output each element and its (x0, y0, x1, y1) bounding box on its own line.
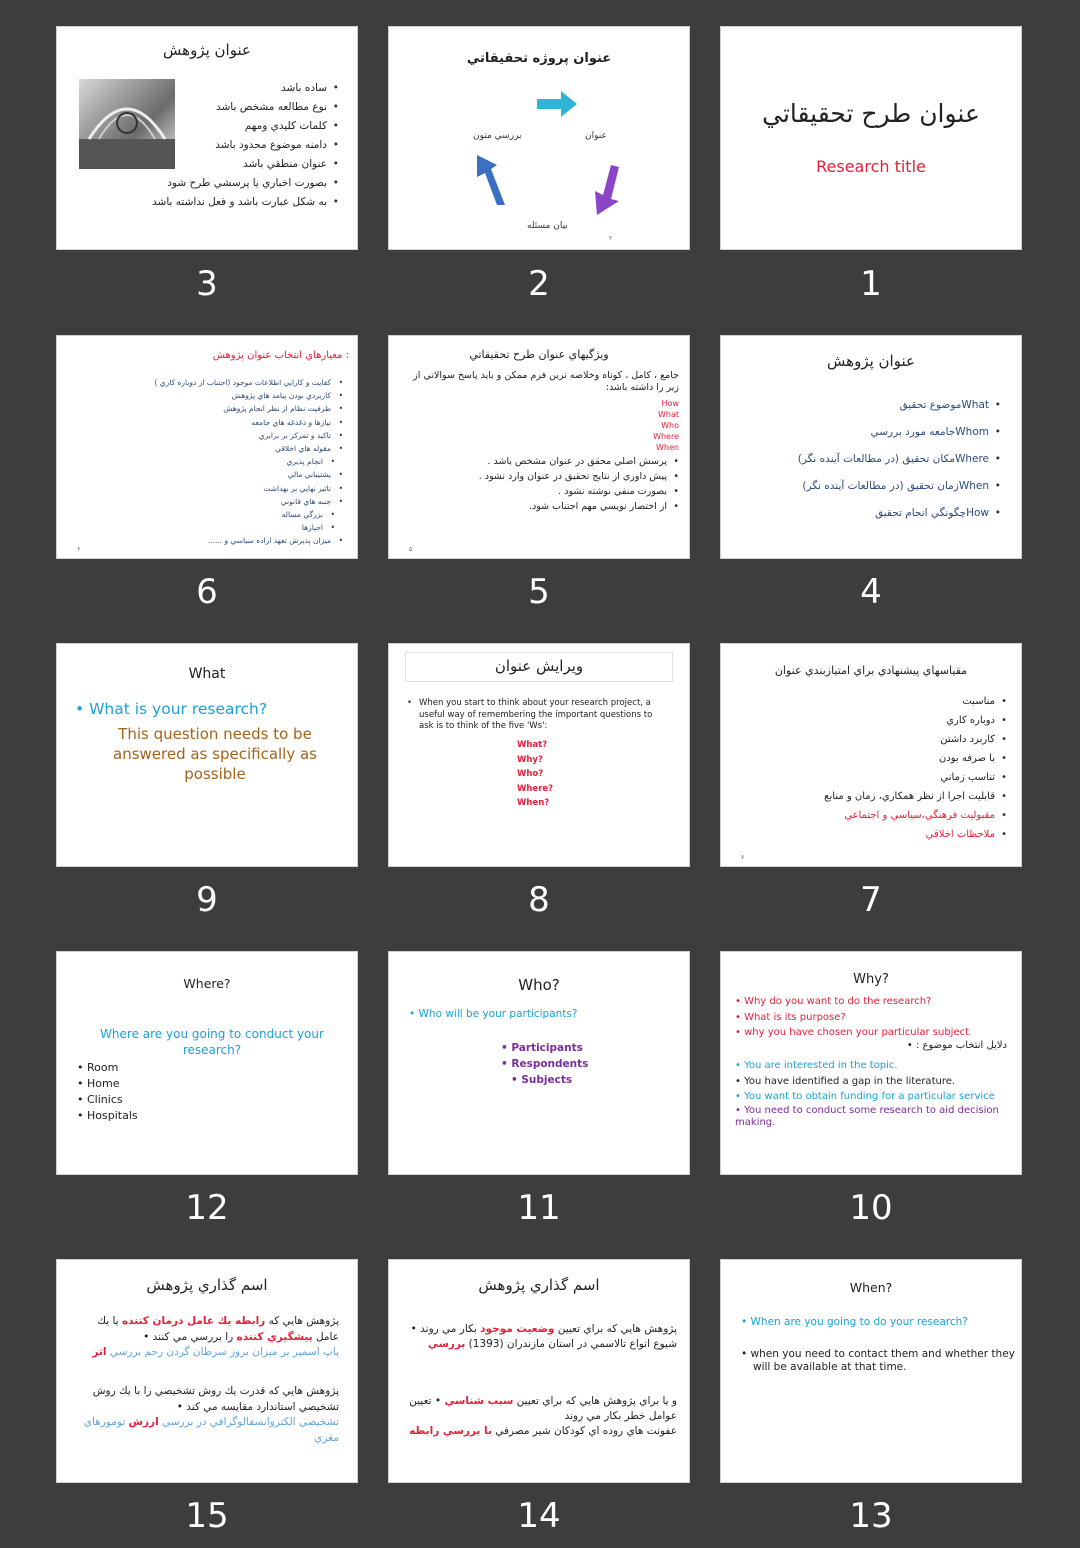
slide-title: عنوان طرح تحقيقاتي (762, 99, 980, 128)
reasons-label: دلايل انتخاب موضوع : • (906, 1040, 1007, 1051)
text-run: بكار مي روند (420, 1323, 481, 1335)
slide-thumbnail-14[interactable] (388, 1259, 690, 1483)
slide-title: Where? (183, 976, 231, 991)
text-run-example: تشخيصي الكتروانسفالوگرافي در بررسي (158, 1416, 339, 1428)
question-text: • When are you going to do your research? (741, 1316, 968, 1328)
list-item: • Whomجامعه مورد بررسي (761, 419, 1001, 446)
page-number: ۵ (409, 546, 413, 553)
list-item: • بصورت اخباري يا پرسشي طرح شود (79, 174, 339, 193)
text-run-example: تومورهاي مغزي (83, 1416, 339, 1444)
slide-thumbnail-9[interactable] (56, 643, 358, 867)
question-list (735, 994, 1005, 1041)
slide-number: 15 (185, 1496, 229, 1536)
list-item: • كلمات كليدي ومهم (139, 117, 339, 136)
list-item: • You are interested in the topic. (735, 1060, 898, 1071)
paragraph-2: و يا براي پژوهش هايي كه براي تعيين سبب شناسي • تعيين عوامل خطر بكار مي روند عفونت هاي روده اي كودكان شير مصرفي با بررسي رابطه (409, 1395, 677, 1437)
list-item: Why? (517, 754, 543, 765)
slide-number: 11 (517, 1188, 561, 1228)
slide-number: 12 (185, 1188, 229, 1228)
text-run-example: پاپ اسمير بر ميزان بروز سرطان گردن رحم بررسي (106, 1346, 339, 1358)
slide-title: اسم گذاري پژوهش (478, 1276, 600, 1294)
list-item: • جنبه هاي قانوني (73, 495, 343, 508)
list-item: When (656, 443, 679, 452)
list-item-label: You are interested in the topic. (744, 1060, 898, 1071)
list-item-label: Participants (511, 1042, 583, 1054)
bullet-list (77, 1060, 197, 1124)
list-item: • پيش داوري از نتايج تحقيق در عنوان وارد نشود . (409, 469, 679, 484)
page-number: ۷ (741, 854, 745, 861)
arrow-down-left-icon (589, 165, 621, 219)
page-number: ۲ (609, 235, 613, 242)
slide-subtitle: Research title (816, 157, 926, 176)
list-item-label: You have identified a gap in the literature. (744, 1075, 956, 1087)
paragraph-1: پژوهش هايي كه رابطه يك عامل درمان كننده يا يك عامل پيشگيري كننده را بررسي مي كنند • پاپ اسمير بر ميزان بروز سرطان گردن رحم بررسي اثر (92, 1315, 339, 1358)
list-item: Where (653, 432, 679, 441)
slide-title: ويژگيهاي عنوان طرح تحقيقاتي (469, 348, 609, 361)
list-item: • تاثير نهايي بر بهداشت (73, 482, 343, 495)
slide-title: : معيارهاي انتخاب عنوان پژوهش (212, 350, 349, 361)
list-item-label: Clinics (87, 1093, 123, 1106)
list-item: • دامنه موضوع محدود باشد (139, 136, 339, 155)
slide-number: 13 (849, 1496, 893, 1536)
question-label: When are you going to do your research? (750, 1316, 968, 1328)
list-item-label: You need to conduct some research to aid decision making. (735, 1104, 999, 1128)
slide-thumbnail-11[interactable] (388, 951, 690, 1175)
slide-thumbnail-3[interactable] (56, 26, 358, 250)
list-item: • Clinics (77, 1093, 123, 1106)
list-item: • از اختصار نويسي مهم اجتناب شود. (409, 499, 679, 514)
slide-number: 8 (528, 880, 550, 920)
text-run-highlight: رابطه يك عامل درمان كننده (121, 1315, 266, 1327)
text-run: پژوهش هايي كه قدرت يك روش تشخيصي را با يك روش تشخيصي استاندارد مقايسه مي كند (92, 1385, 339, 1413)
text-run-highlight: وضعيت موجود (480, 1323, 555, 1335)
list-item: • نوع مطالعه مشخص باشد (139, 98, 339, 117)
list-item: • پشتيباني مالي (73, 468, 343, 481)
text-run-highlight: پيشگيري كننده (236, 1330, 313, 1343)
list-item-label: Subjects (521, 1074, 573, 1086)
list-item: • نيازها و دغدغه هاي جامعه (73, 416, 343, 429)
intro-text: جامع ، كامل ، كوتاه وخلاصه ترين فرم ممكن و بايد پاسخ سوالاتي از زير را داشته باشد: (413, 370, 679, 393)
slide-title: عنوان پژوهش (163, 41, 251, 59)
question-label: What is your research? (89, 700, 268, 718)
bullet-list (747, 692, 1007, 806)
list-item: • تاكيد و تمركز بر برابري (73, 429, 343, 442)
text-run-highlight: اثر (92, 1346, 107, 1358)
bullet-list (139, 79, 339, 174)
list-item: • Whenزمان تحقيق (در مطالعات آينده نگر) (761, 473, 1001, 500)
slide-thumbnail-4[interactable] (720, 335, 1022, 559)
arrow-right-icon (537, 91, 577, 121)
list-item: • مقوله هاي اخلاقي (73, 442, 343, 455)
list-item-label: What is its purpose? (744, 1011, 846, 1023)
list-item: • Why do you want to do the research? (735, 996, 932, 1007)
list-item: • Room (77, 1061, 119, 1074)
list-item: What (657, 410, 679, 419)
arrow-up-left-icon (473, 155, 513, 209)
slide-number: 1 (860, 264, 882, 304)
list-item: • Subjects (511, 1074, 573, 1086)
text-run: شيوع انواع تالاسمي در استان مازندران (1393) (465, 1338, 677, 1350)
text-run: تعيين عوامل خطر بكار مي روند (409, 1395, 677, 1422)
slide-number: 4 (860, 572, 882, 612)
slide-title: مقياسهاي پيشنهادي براي امتيازبندي عنوان (774, 664, 968, 677)
text-run-highlight: با بررسي رابطه (409, 1425, 492, 1437)
list-item: When? (517, 798, 550, 808)
slide-number: 6 (196, 572, 218, 612)
text-run: را بررسي مي كنند (152, 1330, 237, 1343)
list-item: • When you start to think about your research project, a useful way of remembering the important questions to ask is to think of the five 'Ws': (407, 698, 669, 733)
list-item: • قابليت اجرا از نظر همكاري، زمان و منابع (747, 787, 1007, 806)
list-item: • مقبوليت فرهنگي،سياسي و اجتماعي (747, 806, 1007, 825)
list-item: • ميزان پذيرش تعهد اراده سياسي و ...... (73, 534, 343, 547)
reasons-list (735, 1058, 1017, 1130)
slide-thumbnail-12[interactable] (56, 951, 358, 1175)
bullet-list (761, 392, 1001, 527)
bullet-list (407, 698, 669, 733)
list-item: • Participants (501, 1042, 583, 1054)
slide-number: 7 (860, 880, 882, 920)
list-item: • كاربرد داشتن (747, 730, 1007, 749)
slide-thumbnail-13[interactable] (720, 1259, 1022, 1483)
slide-title: عنوان پروژه تحقيقاتي (466, 51, 612, 66)
list-item: • با صرفه بودن (747, 749, 1007, 768)
text-run-highlight: سبب شناسي (444, 1395, 514, 1407)
list-item-label: why you have chosen your particular subject (744, 1027, 970, 1038)
cycle-label-literature: بررسي متون (473, 131, 522, 141)
slide-number: 9 (196, 880, 218, 920)
list-item: • مناسبت (747, 692, 1007, 711)
slide-thumbnail-10[interactable] (720, 951, 1022, 1175)
slide-number: 5 (528, 572, 550, 612)
page-number: ۶ (77, 546, 81, 553)
slide-thumbnail-6[interactable] (56, 335, 358, 559)
list-item: • Whereمكان تحقيق (در مطالعات آينده نگر) (761, 446, 1001, 473)
body-text: • when you need to contact them and whether they will be available at that time. (741, 1348, 1015, 1373)
body-label: when you need to contact them and whether they will be available at that time. (750, 1348, 1015, 1373)
text-run: و يا براي پژوهش هايي كه براي تعيين (513, 1395, 677, 1407)
list-item-label: Respondents (511, 1058, 589, 1070)
list-item-label: Home (87, 1077, 120, 1090)
list-item: What? (517, 740, 548, 750)
list-item: • عنوان منطقي باشد (139, 155, 339, 174)
list-item: How (661, 399, 679, 408)
slide-thumbnail-7[interactable] (720, 643, 1022, 867)
slide-title: ويرايش عنوان (405, 652, 673, 682)
bullet-list (501, 1040, 621, 1088)
list-item: • What is its purpose? (735, 1011, 846, 1023)
list-item: • كفايت و كارايي اطلاعات موجود (اجتناب از دوباره كاري ) (73, 376, 343, 389)
paragraph-1: پژوهش هايي كه براي تعيين وضعيت موجود بكار مي روند • شيوع انواع تالاسمي در استان مازندران (1393) بررسي (410, 1323, 677, 1350)
list-item: • Whatموضوع تحقيق (761, 392, 1001, 419)
bullet-list (73, 376, 343, 548)
list-item-label: Why do you want to do the research? (744, 996, 932, 1007)
slide-title: When? (849, 1280, 893, 1295)
list-item: • You want to obtain funding for a particular service (735, 1091, 995, 1102)
slide-thumbnail-8[interactable] (388, 643, 690, 867)
list-item: • به شكل عبارت باشد و فعل نداشته باشد (79, 193, 339, 212)
list-item: • تناسب زماني (747, 768, 1007, 787)
question-text: Where are you going to conduct your research? (100, 1027, 324, 1057)
list-item: • You have identified a gap in the literature. (735, 1075, 956, 1087)
list-item: Where? (517, 783, 554, 794)
ws-list (517, 738, 607, 811)
list-item: • Howچگونگي انجام تحقيق (761, 500, 1001, 527)
list-item: • بزرگي مساله (73, 508, 335, 521)
bullet-list-highlight (747, 806, 1007, 844)
slide-thumbnail-1[interactable] (720, 26, 1022, 250)
list-item: • بصورت منفي نوشته نشود . (409, 484, 679, 499)
ws-list (599, 398, 679, 453)
slide-thumbnail-15[interactable] (56, 1259, 358, 1483)
slide-number: 14 (517, 1496, 561, 1536)
list-item: • پرسش اصلي محقق در عنوان مشخص باشد . (409, 454, 679, 469)
slide-title: What (188, 666, 226, 682)
list-item: • Home (77, 1077, 120, 1090)
bullet-list (79, 174, 339, 212)
question-label: Who will be your participants? (418, 1008, 578, 1020)
question-text: • Who will be your participants? (409, 1008, 578, 1020)
slide-thumbnail-2[interactable] (388, 26, 690, 250)
text-run: پژوهش هايي كه براي تعيين (554, 1323, 677, 1335)
reasons-text: دلايل انتخاب موضوع : (915, 1040, 1007, 1051)
list-item: • why you have chosen your particular subject (735, 1027, 970, 1038)
bullet-list (409, 454, 679, 514)
slide-number: 3 (196, 264, 218, 304)
slide-thumbnail-5[interactable] (388, 335, 690, 559)
text-run: عفونت هاي روده اي كودكان شير مصرفي (491, 1425, 677, 1437)
cycle-label-problem: بيان مسئله (527, 221, 568, 231)
list-item: • كاربردي بودن پيامد هاي پژوهش (73, 389, 343, 402)
slide-title: Who? (518, 976, 560, 994)
text-run-highlight: بررسي (427, 1338, 466, 1350)
body-text: This question needs to be answered as specifically as possible (113, 725, 317, 783)
list-item: • Hospitals (77, 1109, 138, 1122)
text-run: يا يك عامل (97, 1315, 339, 1343)
list-item-label: Hospitals (87, 1109, 138, 1122)
slide-title: Why? (853, 972, 889, 987)
question-text: • What is your research? (75, 700, 268, 718)
list-item: • انجام پذيري (73, 455, 335, 468)
list-item: Who? (517, 769, 544, 779)
list-item: • دوباره كاري (747, 711, 1007, 730)
list-item: • Respondents (501, 1058, 589, 1070)
slide-number: 2 (528, 264, 550, 304)
list-item: • ساده باشد (139, 79, 339, 98)
list-item: Who (661, 421, 679, 430)
list-item-label: Room (87, 1061, 119, 1074)
list-item: • ملاحظات اخلاقي (747, 825, 1007, 844)
slide-number: 10 (849, 1188, 893, 1228)
slide-title: اسم گذاري پژوهش (146, 1276, 268, 1294)
list-item: • You need to conduct some research to aid decision making. (735, 1104, 999, 1128)
paragraph-2: پژوهش هايي كه قدرت يك روش تشخيصي را با يك روش تشخيصي استاندارد مقايسه مي كند • تشخيصي الكتروانسفالوگرافي در بررسي ارزش تومورهاي مغزي (83, 1385, 339, 1444)
text-run-highlight: ارزش (128, 1416, 159, 1428)
cycle-label-title: عنوان (585, 131, 607, 141)
slide-title: عنوان پژوهش (827, 352, 915, 370)
list-item-label: You want to obtain funding for a particular service (744, 1091, 995, 1102)
text-run: پژوهش هايي كه (265, 1315, 339, 1327)
list-item: • ظرفيت نظام از نظر انجام پژوهش (73, 402, 343, 415)
list-item: • اجبارها (73, 521, 335, 534)
